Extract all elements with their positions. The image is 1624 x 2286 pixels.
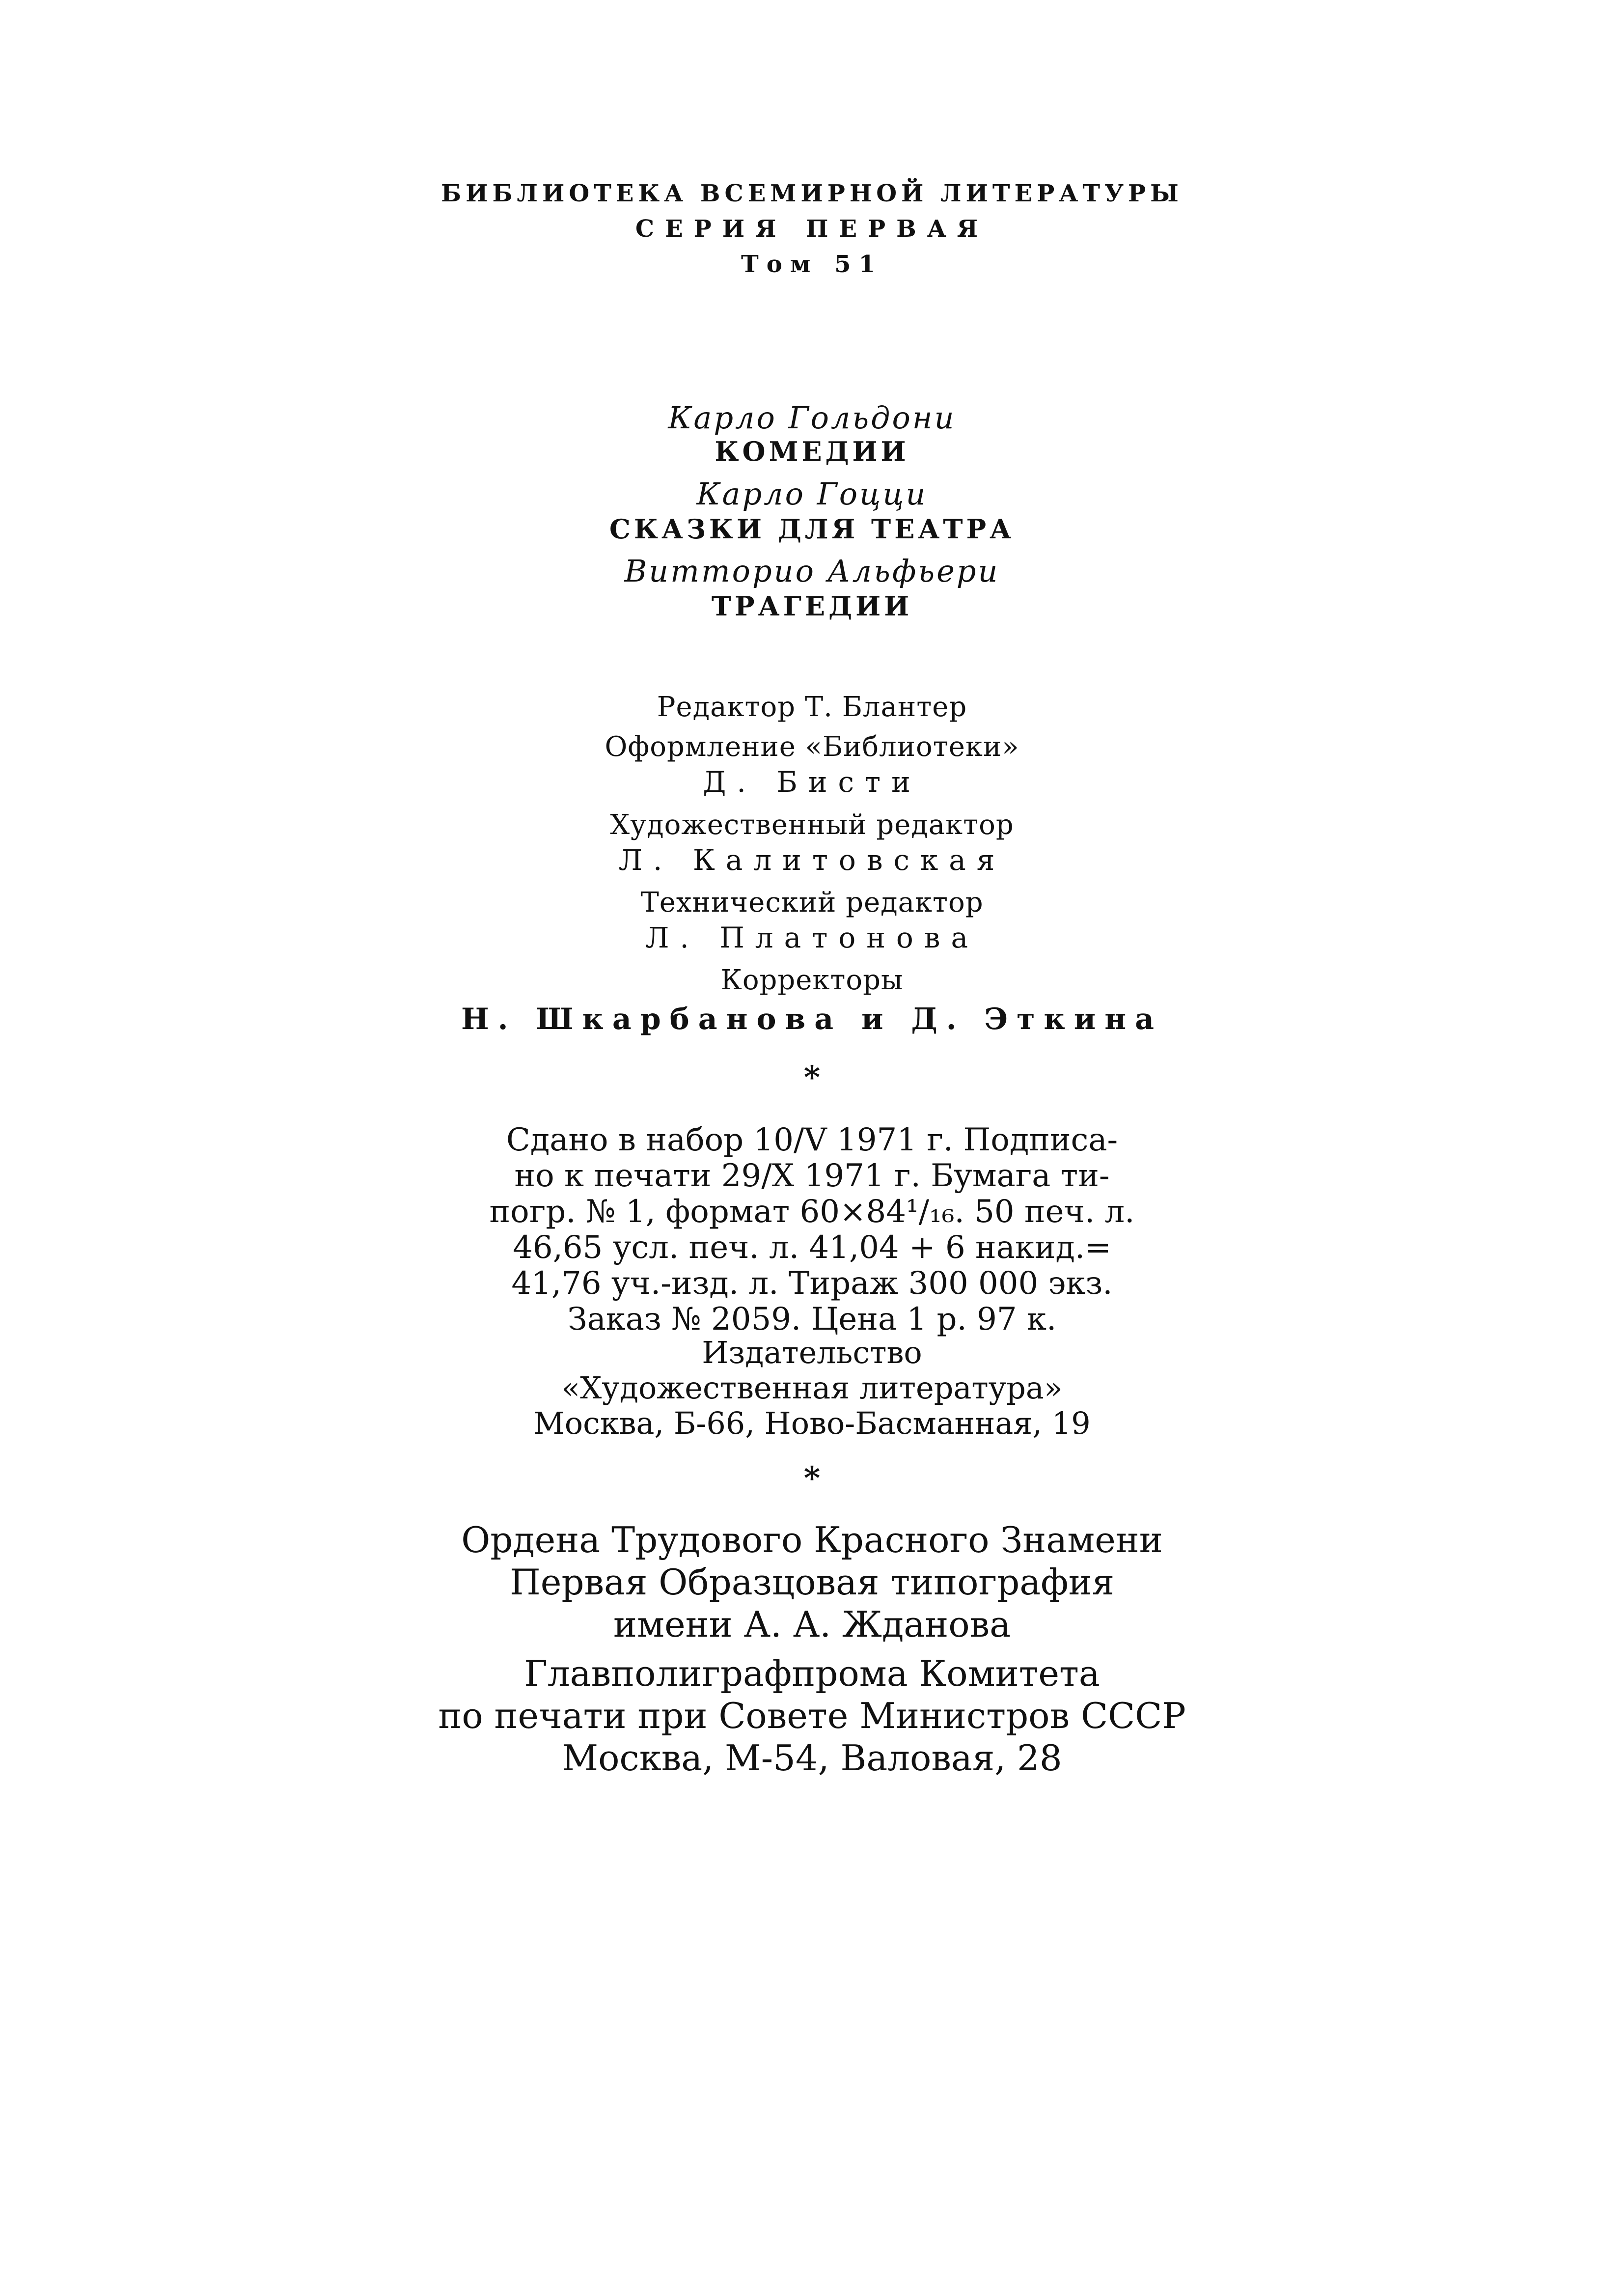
publisher-line: «Художественная литература» xyxy=(561,1370,1063,1406)
work-fairy-tales: СКАЗКИ ДЛЯ ТЕАТРА xyxy=(609,513,1015,545)
work-comedies: КОМЕДИИ xyxy=(715,436,909,467)
credit-editor: Редактор Т. Блантер xyxy=(657,691,967,723)
imprint-line: 41,76 уч.-изд. л. Тираж 300 000 экз. xyxy=(511,1265,1113,1302)
separator-star: * xyxy=(803,1460,821,1497)
credit-proofreaders-role: Корректоры xyxy=(720,964,904,996)
printer-line: Ордена Трудового Красного Знамени xyxy=(461,1519,1163,1561)
printer-line: имени А. А. Жданова xyxy=(613,1604,1011,1645)
work-tragedies: ТРАГЕДИИ xyxy=(711,590,913,622)
imprint-block xyxy=(0,1122,1624,1338)
imprint-line: Заказ № 2059. Цена 1 р. 97 к. xyxy=(567,1301,1057,1338)
credit-proofreaders-names: Н. Шкарбанова и Д. Эткина xyxy=(461,1002,1163,1036)
publisher-block xyxy=(0,1335,1624,1441)
printer-line: по печати при Совете Министров СССР xyxy=(438,1695,1186,1736)
separator-star: * xyxy=(803,1059,821,1096)
credit-design-role: Оформление «Библиотеки» xyxy=(605,731,1019,763)
publisher-line: Москва, Б-66, Ново-Басманная, 19 xyxy=(533,1405,1091,1441)
author-alfieri: Витторио Альфьери xyxy=(624,553,1000,589)
printer-line: Первая Образцовая типография xyxy=(510,1561,1114,1603)
credit-art-editor-role: Художественный редактор xyxy=(610,809,1014,841)
printer-line: Главполиграфпрома Комитета xyxy=(524,1653,1100,1694)
credit-tech-editor-name: Л. Платонова xyxy=(645,921,979,954)
library-series-title: БИБЛИОТЕКА ВСЕМИРНОЙ ЛИТЕРАТУРЫ xyxy=(441,180,1183,207)
author-gozzi: Карло Гоцци xyxy=(696,476,928,512)
volume-number: Том 51 xyxy=(741,251,883,278)
imprint-line: Сдано в набор 10/V 1971 г. Подписа- xyxy=(506,1122,1118,1158)
publisher-line: Издательство xyxy=(702,1335,922,1370)
imprint-line: 46,65 усл. печ. л. 41,04 + 6 накид.= xyxy=(513,1229,1111,1266)
author-goldoni: Карло Гольдони xyxy=(668,400,956,436)
credit-art-editor-name: Л. Калитовская xyxy=(618,843,1006,877)
imprint-line: но к печати 29/X 1971 г. Бумага ти- xyxy=(514,1158,1110,1194)
printer-line: Москва, М-54, Валовая, 28 xyxy=(562,1737,1062,1779)
imprint-line: погр. № 1, формат 60×84¹/₁₆. 50 печ. л. xyxy=(489,1194,1135,1230)
printer-block xyxy=(0,1519,1624,1779)
credit-tech-editor-role: Технический редактор xyxy=(640,887,984,919)
credit-design-name: Д. Бисти xyxy=(703,765,921,799)
series-label: СЕРИЯ ПЕРВАЯ xyxy=(635,215,989,243)
